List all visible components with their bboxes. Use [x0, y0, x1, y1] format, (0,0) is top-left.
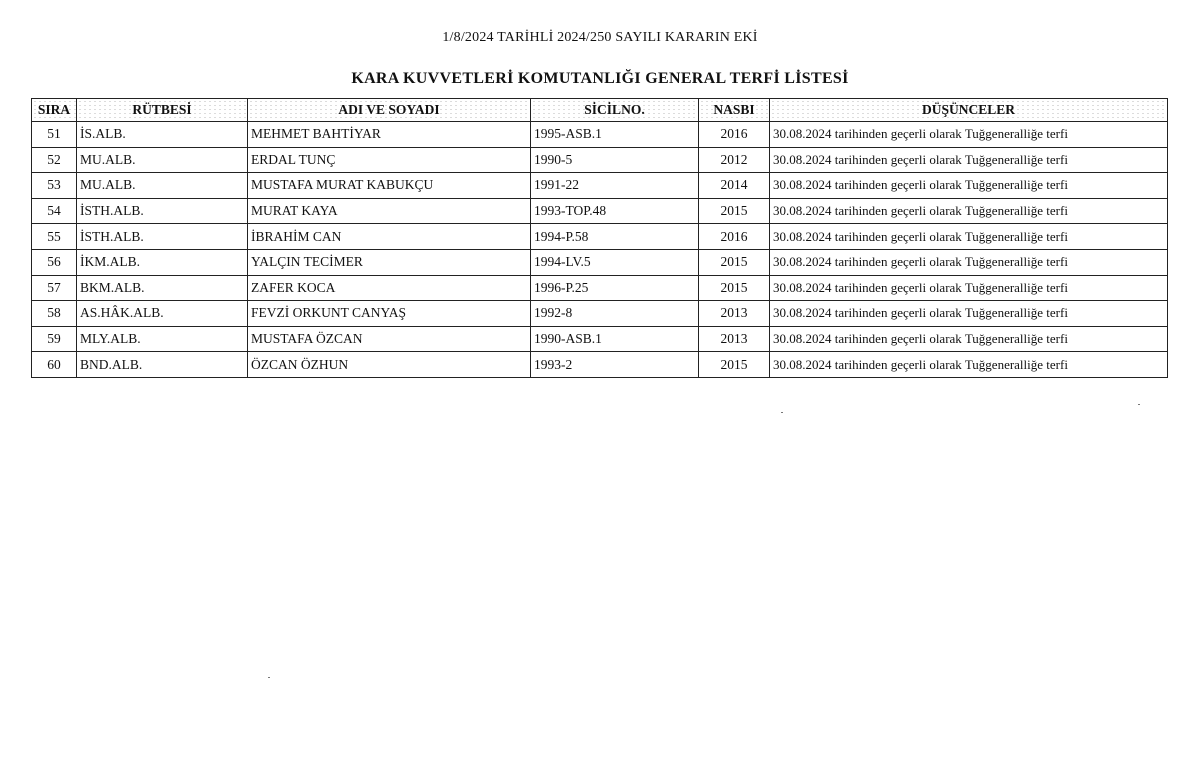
table-row — [32, 352, 1168, 378]
column-header-nasbi: NASBI — [699, 99, 770, 122]
cell-sicil: 1994-P.58 — [531, 224, 699, 250]
scan-speck — [1138, 404, 1140, 405]
cell-sira: 54 — [32, 198, 77, 224]
cell-ad-soyad: MUSTAFA ÖZCAN — [248, 326, 531, 352]
column-header-rutbesi: RÜTBESİ — [77, 99, 248, 122]
cell-dusunce: 30.08.2024 tarihinden geçerli olarak Tuğgeneralliğe terfi — [770, 352, 1168, 378]
cell-nasbi: 2012 — [699, 147, 770, 173]
cell-rutbe: İSTH.ALB. — [77, 198, 248, 224]
cell-sicil: 1993-TOP.48 — [531, 198, 699, 224]
cell-rutbe: BKM.ALB. — [77, 275, 248, 301]
cell-rutbe: MU.ALB. — [77, 147, 248, 173]
cell-dusunce: 30.08.2024 tarihinden geçerli olarak Tuğgeneralliğe terfi — [770, 198, 1168, 224]
cell-nasbi: 2015 — [699, 198, 770, 224]
table-row — [32, 173, 1168, 199]
table-row — [32, 122, 1168, 148]
cell-sira: 53 — [32, 173, 77, 199]
cell-nasbi: 2016 — [699, 122, 770, 148]
cell-ad-soyad: MURAT KAYA — [248, 198, 531, 224]
cell-rutbe: MLY.ALB. — [77, 326, 248, 352]
cell-dusunce: 30.08.2024 tarihinden geçerli olarak Tuğgeneralliğe terfi — [770, 147, 1168, 173]
cell-sicil: 1990-5 — [531, 147, 699, 173]
cell-sira: 51 — [32, 122, 77, 148]
column-header-sicil-no: SİCİLNO. — [531, 99, 699, 122]
table-header — [32, 99, 1168, 122]
cell-sira: 60 — [32, 352, 77, 378]
attachment-reference: 1/8/2024 TARİHLİ 2024/250 SAYILI KARARIN EKİ — [442, 30, 758, 45]
header-row — [32, 99, 1168, 122]
table-row — [32, 147, 1168, 173]
cell-sira: 57 — [32, 275, 77, 301]
document-title: KARA KUVVETLERİ KOMUTANLIĞI GENERAL TERFİ LİSTESİ — [351, 70, 849, 87]
cell-rutbe: MU.ALB. — [77, 173, 248, 199]
cell-nasbi: 2016 — [699, 224, 770, 250]
cell-sicil: 1992-8 — [531, 301, 699, 327]
cell-dusunce: 30.08.2024 tarihinden geçerli olarak Tuğgeneralliğe terfi — [770, 275, 1168, 301]
cell-nasbi: 2015 — [699, 352, 770, 378]
cell-dusunce: 30.08.2024 tarihinden geçerli olarak Tuğgeneralliğe terfi — [770, 326, 1168, 352]
cell-rutbe: İSTH.ALB. — [77, 224, 248, 250]
cell-ad-soyad: ERDAL TUNÇ — [248, 147, 531, 173]
cell-rutbe: İS.ALB. — [77, 122, 248, 148]
cell-rutbe: İKM.ALB. — [77, 249, 248, 275]
cell-dusunce: 30.08.2024 tarihinden geçerli olarak Tuğgeneralliğe terfi — [770, 224, 1168, 250]
cell-nasbi: 2013 — [699, 301, 770, 327]
promotion-table — [31, 98, 1168, 378]
cell-ad-soyad: MEHMET BAHTİYAR — [248, 122, 531, 148]
cell-nasbi: 2015 — [699, 275, 770, 301]
cell-dusunce: 30.08.2024 tarihinden geçerli olarak Tuğgeneralliğe terfi — [770, 122, 1168, 148]
table-row — [32, 275, 1168, 301]
cell-ad-soyad: MUSTAFA MURAT KABUKÇU — [248, 173, 531, 199]
cell-sicil: 1993-2 — [531, 352, 699, 378]
cell-nasbi: 2015 — [699, 249, 770, 275]
cell-dusunce: 30.08.2024 tarihinden geçerli olarak Tuğgeneralliğe terfi — [770, 249, 1168, 275]
table-row — [32, 224, 1168, 250]
cell-dusunce: 30.08.2024 tarihinden geçerli olarak Tuğgeneralliğe terfi — [770, 173, 1168, 199]
scan-speck — [781, 412, 783, 413]
table-row — [32, 198, 1168, 224]
cell-sicil: 1994-LV.5 — [531, 249, 699, 275]
cell-ad-soyad: FEVZİ ORKUNT CANYAŞ — [248, 301, 531, 327]
cell-nasbi: 2013 — [699, 326, 770, 352]
cell-sicil: 1991-22 — [531, 173, 699, 199]
cell-ad-soyad: İBRAHİM CAN — [248, 224, 531, 250]
table-row — [32, 326, 1168, 352]
cell-sira: 55 — [32, 224, 77, 250]
cell-dusunce: 30.08.2024 tarihinden geçerli olarak Tuğgeneralliğe terfi — [770, 301, 1168, 327]
cell-rutbe: AS.HÂK.ALB. — [77, 301, 248, 327]
cell-sira: 59 — [32, 326, 77, 352]
cell-ad-soyad: ZAFER KOCA — [248, 275, 531, 301]
column-header-sira: SIRA — [32, 99, 77, 122]
cell-rutbe: BND.ALB. — [77, 352, 248, 378]
cell-sicil: 1995-ASB.1 — [531, 122, 699, 148]
cell-sira: 56 — [32, 249, 77, 275]
cell-ad-soyad: ÖZCAN ÖZHUN — [248, 352, 531, 378]
table-body — [32, 122, 1168, 378]
cell-sicil: 1996-P.25 — [531, 275, 699, 301]
cell-sicil: 1990-ASB.1 — [531, 326, 699, 352]
cell-sira: 58 — [32, 301, 77, 327]
table-row — [32, 301, 1168, 327]
table-row — [32, 249, 1168, 275]
column-header-dusunceler: DÜŞÜNCELER — [770, 99, 1168, 122]
cell-ad-soyad: YALÇIN TECİMER — [248, 249, 531, 275]
column-header-adi-soyadi: ADI VE SOYADI — [248, 99, 531, 122]
scan-speck — [268, 677, 270, 678]
cell-sira: 52 — [32, 147, 77, 173]
cell-nasbi: 2014 — [699, 173, 770, 199]
